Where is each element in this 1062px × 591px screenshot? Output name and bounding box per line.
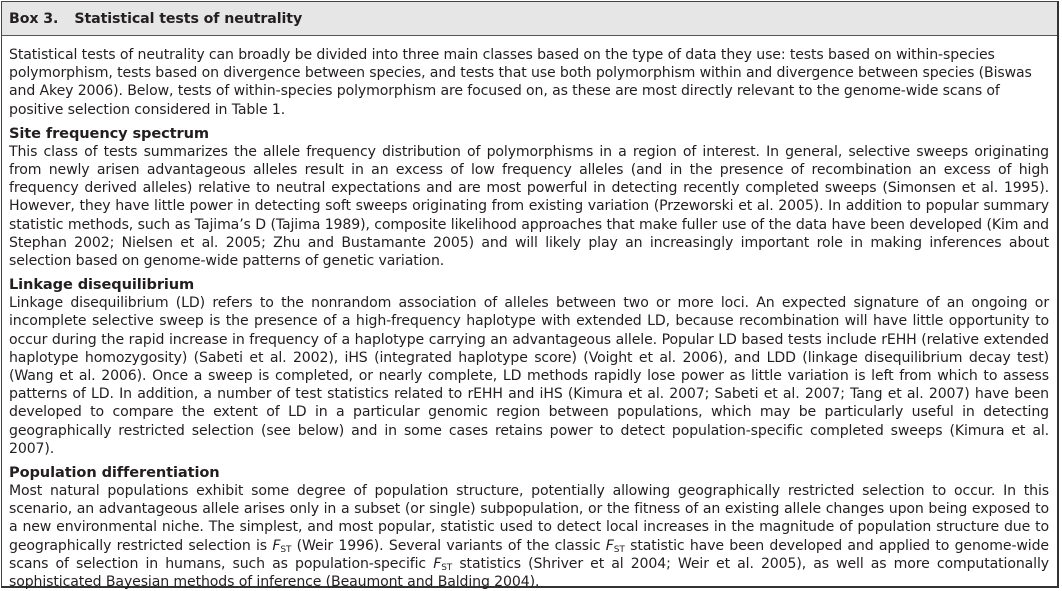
text-span: statistic have been developed and applied to genome-wide scans of selection in humans, such as population-specific bbox=[9, 537, 1049, 572]
section-paragraph bbox=[9, 482, 1049, 591]
section-site-frequency-spectrum bbox=[9, 125, 1049, 270]
section-population-differentiation bbox=[9, 464, 1049, 591]
section-paragraph: This class of tests summarizes the allele frequency distribution of polymorphisms in a region of interest. In general, selective sweeps originating from newly arisen advantageous alleles result in an excess of low frequency alleles (and in the presence of recombination an excess of high frequency derived alleles) relative to neutral expectations and are most powerful in detecting recently completed sweeps (Simonsen et al. 1995). However, they have little power in detecting soft sweeps originating from existing variation (Przeworski et al. 2005). In addition to popular summary statistic methods, such as Tajima’s D (Tajima 1989), composite likelihood approaches that make fuller use of the data have been developed (Kim and Stephan 2002; Nielsen et al. 2005; Zhu and Bustamante 2005) and will likely play an increasingly important role in making inferences about selection based on genome-wide patterns of genetic variation. bbox=[9, 143, 1049, 270]
statistical-tests-box bbox=[1, 1, 1059, 591]
text-span: Most natural populations exhibit some degree of population structure, potentially allowing geographically restricted selection to occur. In this scenario, an advantageous allele arises only in a subset (or single) subpopulation, or the fitness of an existing allele changes upon being exposed to a new environmental niche. The simplest, and most popular, statistic used to detect local increases in the magnitude of population structure due to geographically restricted selection is bbox=[9, 483, 1049, 554]
box-body bbox=[2, 36, 1057, 591]
fst-symbol: $F_{ST}$ bbox=[605, 537, 625, 555]
fst-symbol: $F_{ST}$ bbox=[433, 555, 453, 573]
intro-paragraph: Statistical tests of neutrality can broadly be divided into three main classes based on the type of data they use: tests based on within-species polymorphism, tests based on divergence between species, and tests that use both polymorphism within and divergence between species (Biswas and Akey 2006). Below, tests of within-species polymorphism are focused on, as these are most directly relevant to the genome-wide scans of positive selection considered in Table 1. bbox=[9, 47, 1032, 118]
text-span: (Weir 1996). Several variants of the classic bbox=[291, 537, 606, 554]
section-heading: Population differentiation bbox=[9, 464, 220, 482]
fst-symbol: $F_{ST}$ bbox=[272, 537, 292, 555]
text-span: statistics (Shriver et al 2004; Weir et al. 2005), as well as more computationally sophisticated Bayesian methods of inference (Beaumont and Balding 2004). bbox=[9, 555, 1049, 591]
box-number: Box 3. bbox=[9, 10, 59, 27]
section-linkage-disequilibrium bbox=[9, 276, 1049, 458]
box-header bbox=[2, 2, 1057, 36]
section-heading: Site frequency spectrum bbox=[9, 124, 209, 142]
section-heading: Linkage disequilibrium bbox=[9, 276, 195, 294]
section-paragraph: Linkage disequilibrium (LD) refers to the nonrandom association of alleles between two or more loci. An expected signature of an ongoing or incomplete selective sweep is the presence of a high-frequency haplotype with extended LD, because recombination will have little opportunity to occur during the rapid increase in frequency of a haplotype carrying an advantageous allele. Popular LD based tests include rEHH (relative extended haplotype homozygosity) (Sabeti et al. 2002), iHS (integrated haplotype score) (Voight et al. 2006), and LDD (linkage disequilibrium decay test) (Wang et al. 2006). Once a sweep is completed, or nearly complete, LD methods rapidly lose power as little variation is left from which to assess patterns of LD. In addition, a number of test statistics related to rEHH and iHS (Kimura et al. 2007; Sabeti et al. 2007; Tang et al. 2007) have been developed to compare the extent of LD in a particular genomic region between populations, which may be particularly useful in detecting geographically restricted selection (see below) and in some cases retains power to detect population-specific completed sweeps (Kimura et al. 2007). bbox=[9, 295, 1049, 457]
box-title: Statistical tests of neutrality bbox=[74, 10, 303, 27]
